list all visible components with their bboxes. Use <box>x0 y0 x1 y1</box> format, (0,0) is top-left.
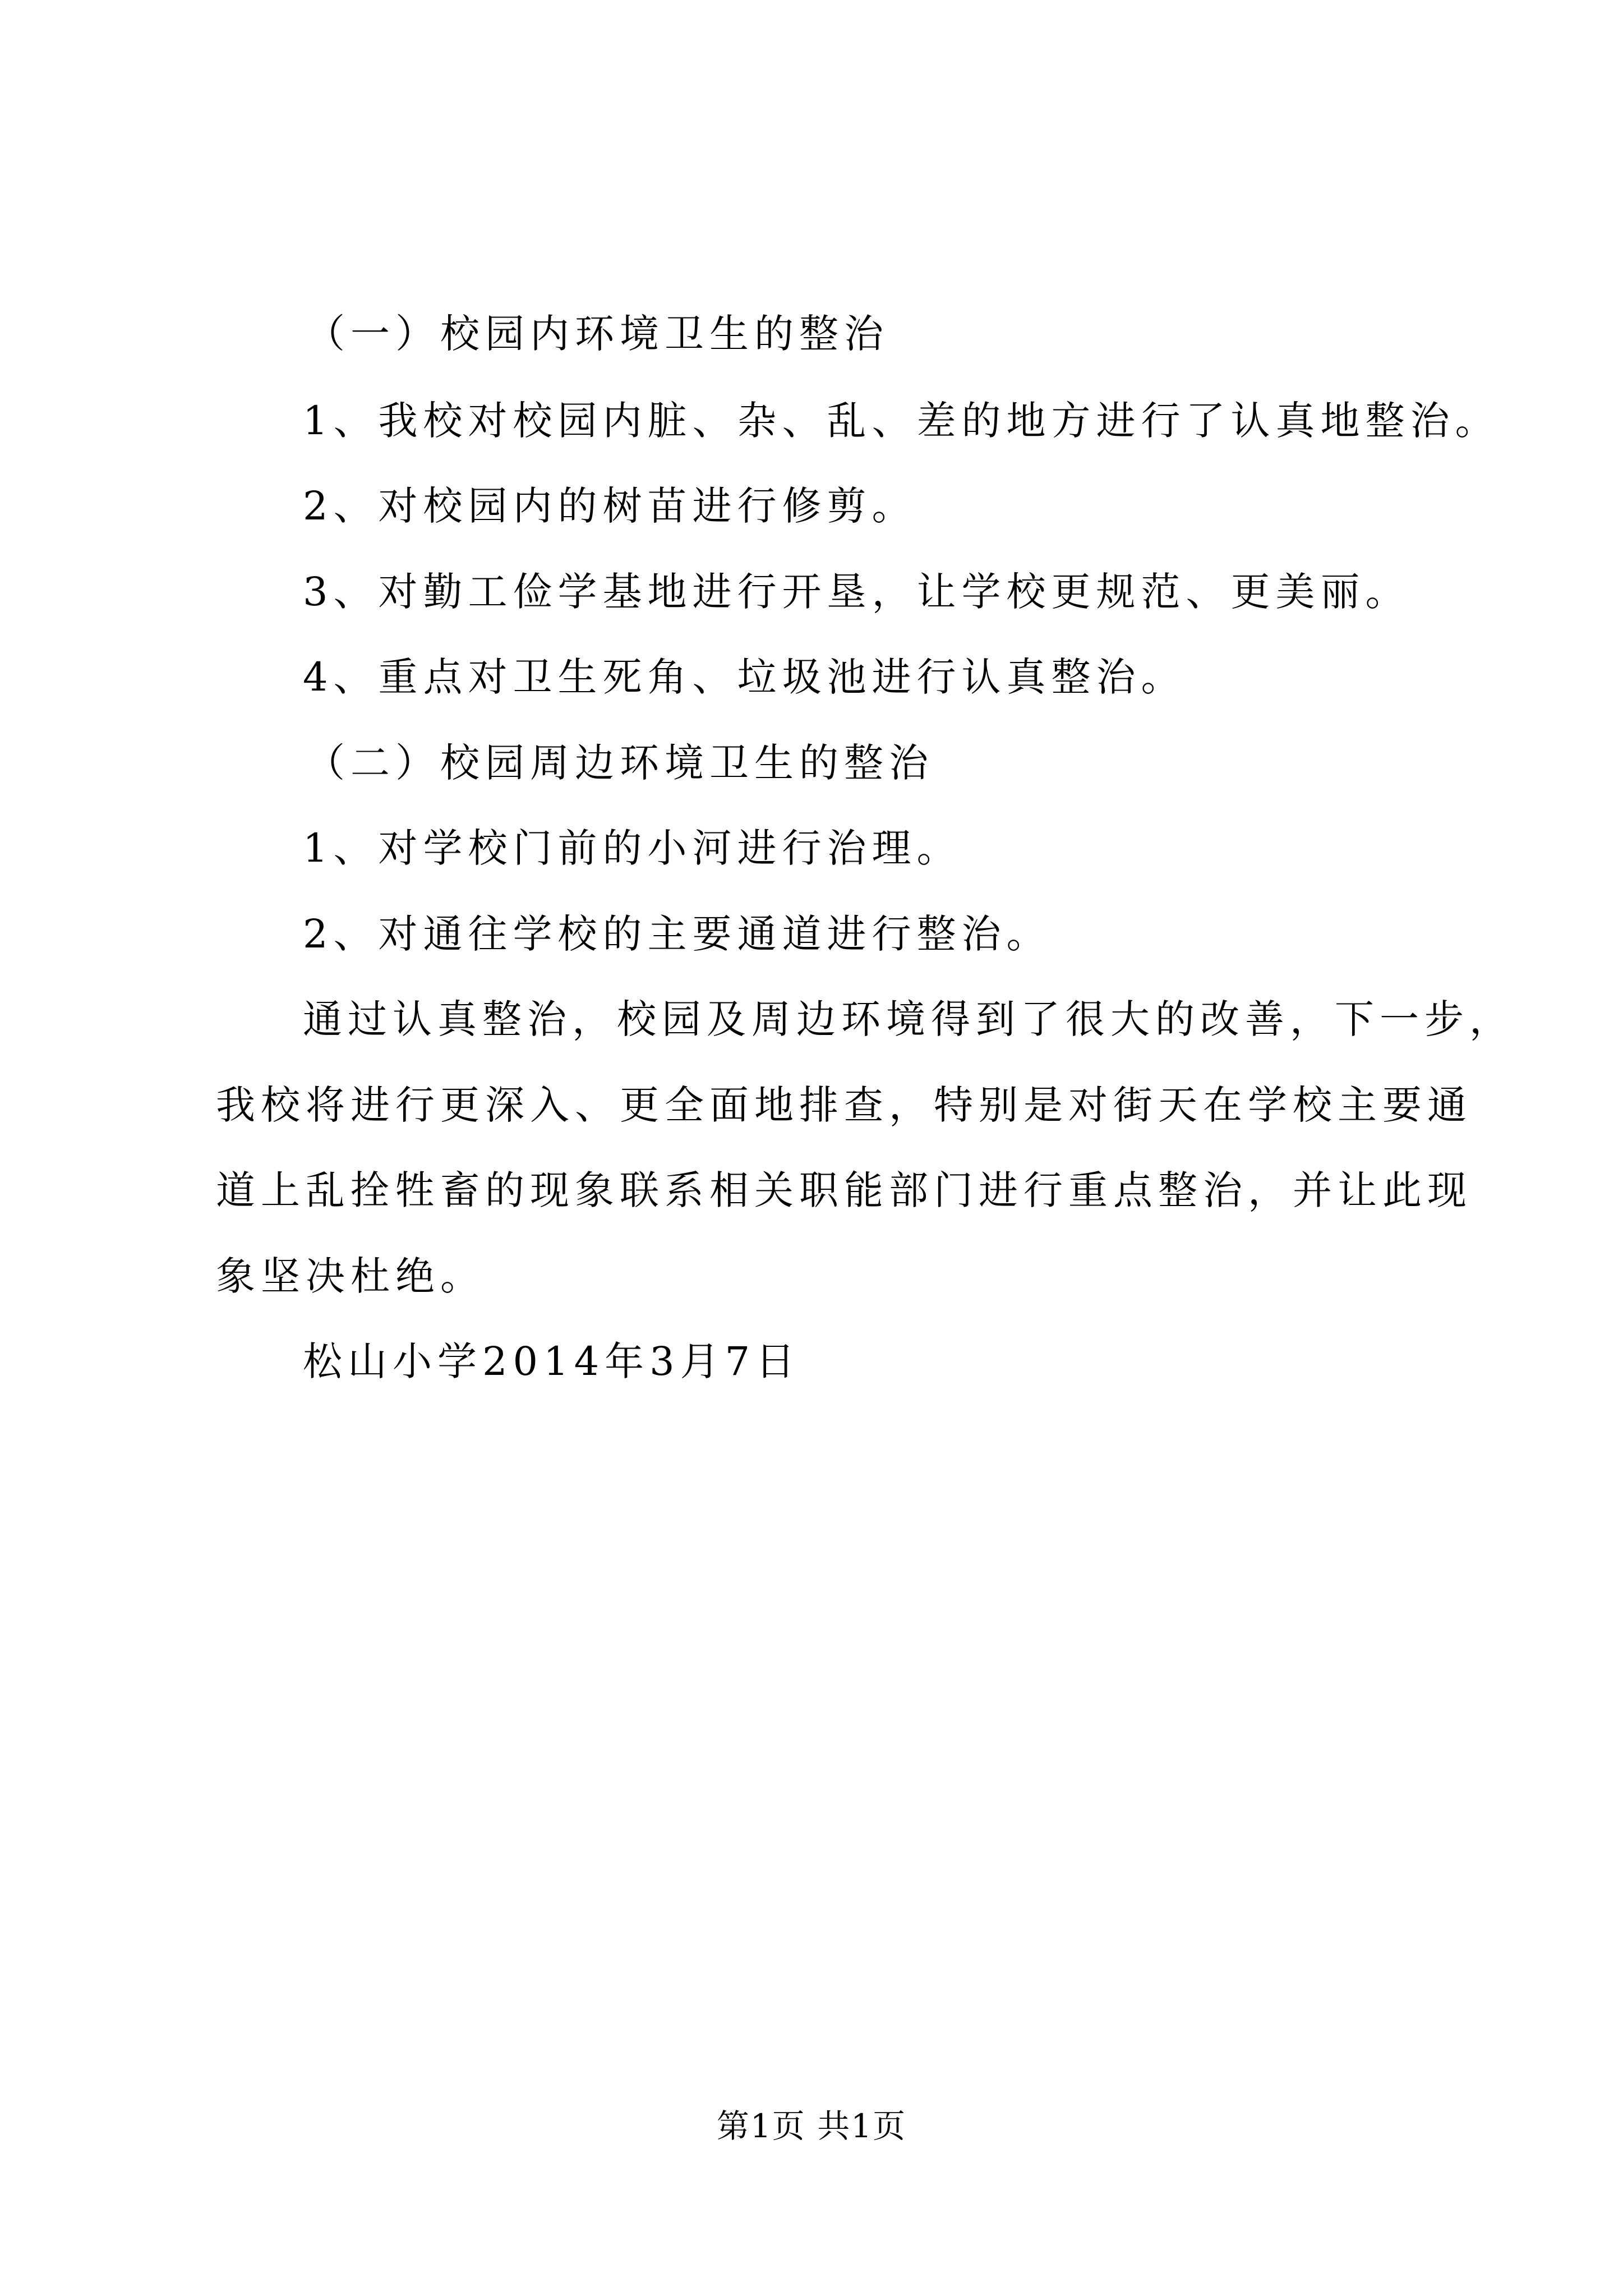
page-footer: 第1页 共1页 <box>716 2107 907 2145</box>
list-item: 1、对学校门前的小河进行治理。 <box>303 825 962 871</box>
signature-date: 松山小学2014年3月7日 <box>303 1338 801 1384</box>
list-item: 2、对校园内的树苗进行修剪。 <box>303 483 917 529</box>
section-heading: （一）校园内环境卫生的整治 <box>306 311 889 357</box>
list-item: 4、重点对卫生死角、垃圾池进行认真整治。 <box>303 654 1186 700</box>
conclusion-line: 象坚决杜绝。 <box>216 1253 485 1299</box>
list-item: 3、对勤工俭学基地进行开垦，让学校更规范、更美丽。 <box>303 569 1410 615</box>
conclusion-line: 道上乱拴牲畜的现象联系相关职能部门进行重点整治，并让此现 <box>216 1167 1472 1213</box>
section-heading: （二）校园周边环境卫生的整治 <box>306 740 934 786</box>
conclusion-line: 我校将进行更深入、更全面地排查，特别是对街天在学校主要通 <box>216 1082 1472 1128</box>
list-item: 2、对通往学校的主要通道进行整治。 <box>303 911 1052 957</box>
list-item: 1、我校对校园内脏、杂、乱、差的地方进行了认真地整治。 <box>303 398 1500 444</box>
conclusion-line: 通过认真整治，校园及周边环境得到了很大的改善，下一步， <box>303 996 1514 1042</box>
